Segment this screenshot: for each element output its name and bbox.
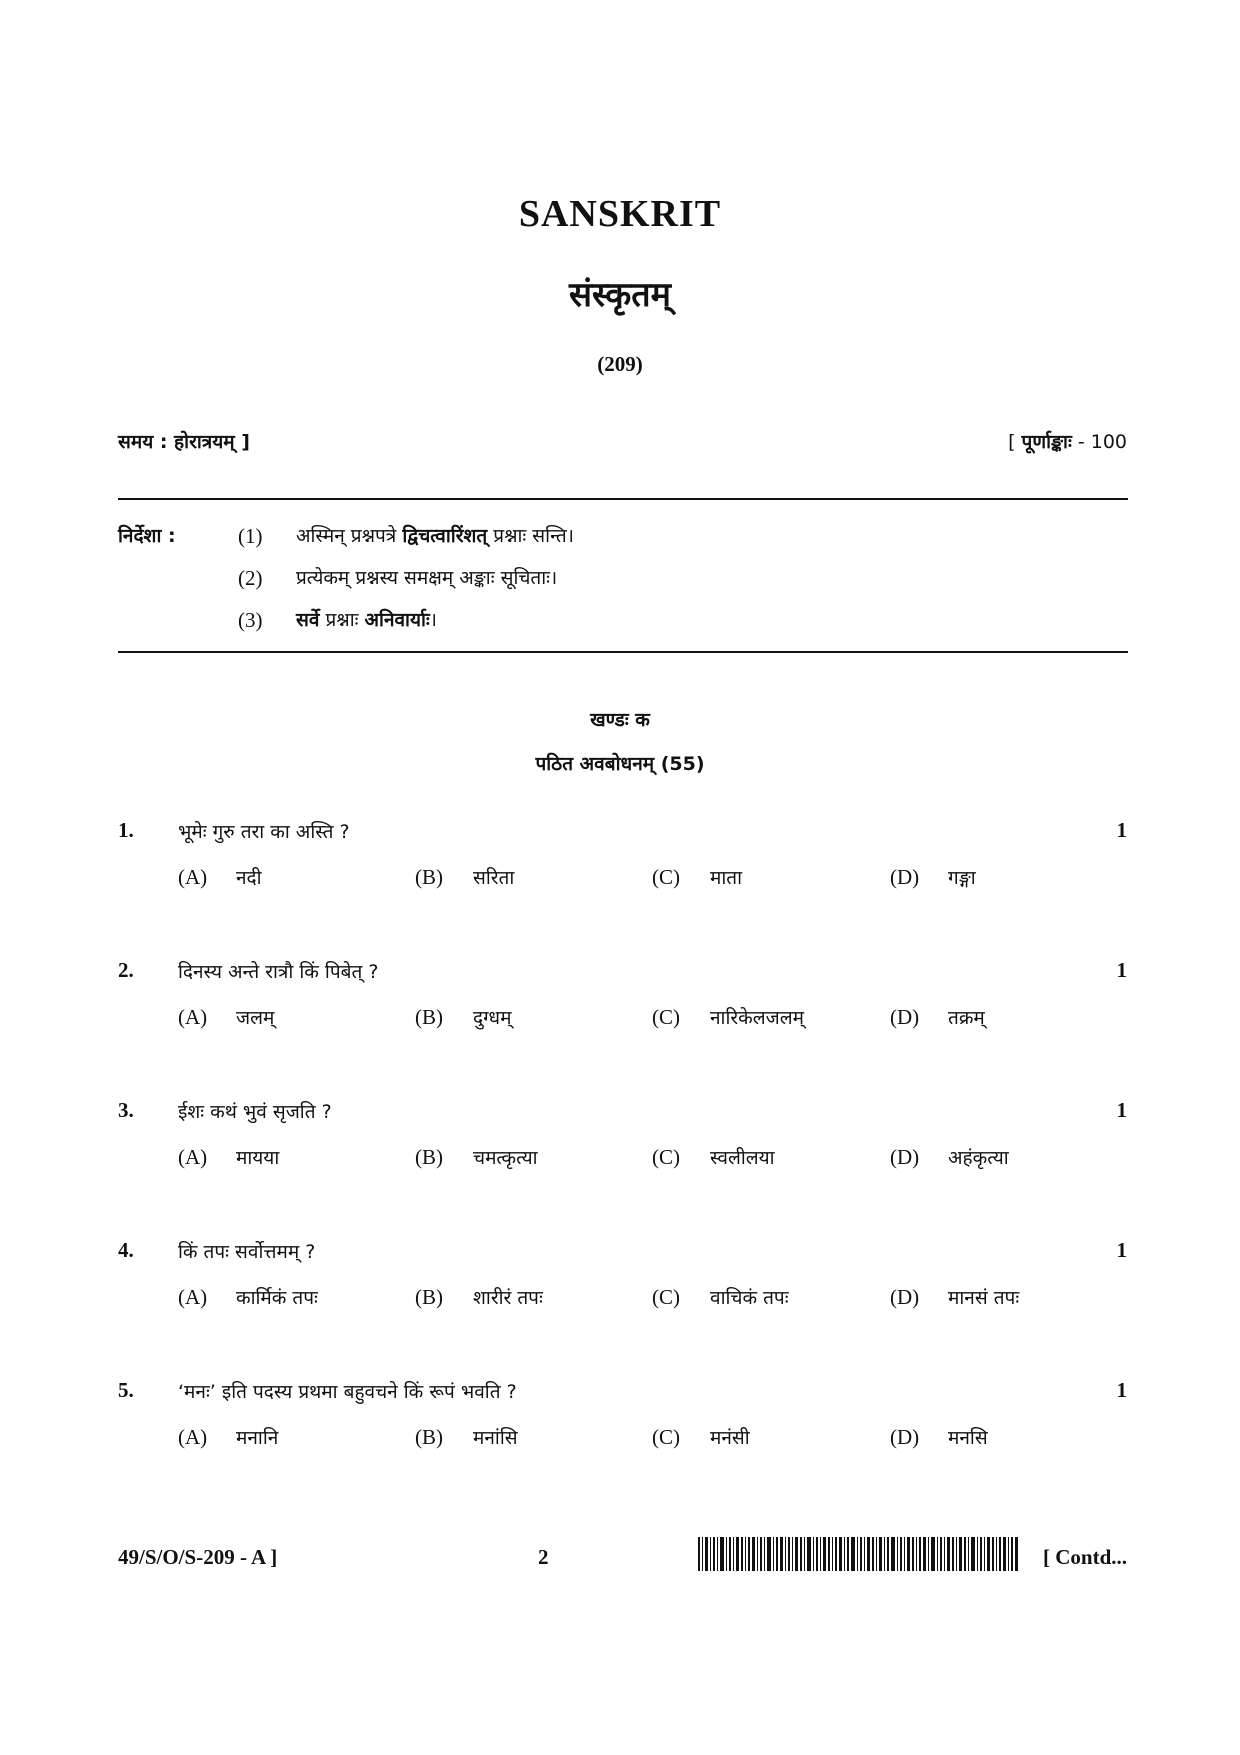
option-c xyxy=(652,1424,750,1450)
option-b xyxy=(415,864,514,890)
option-d xyxy=(890,1004,985,1030)
marks-value: - 100 xyxy=(1071,431,1127,453)
instruction-bold: सर्वे xyxy=(296,609,320,631)
option-letter: (B) xyxy=(415,1005,443,1029)
instruction-post: प्रश्नाः xyxy=(319,609,365,631)
question-item xyxy=(0,1098,1240,1208)
option-b xyxy=(415,1284,543,1310)
option-text: शारीरं तपः xyxy=(473,1287,543,1309)
question-item xyxy=(0,958,1240,1068)
top-divider xyxy=(118,498,1128,500)
instruction-bold: अनिवार्याः xyxy=(364,609,430,631)
option-c xyxy=(652,1144,775,1170)
title-sanskrit: संस्कृतम् xyxy=(568,275,672,315)
question-marks: 1 xyxy=(1116,1238,1127,1262)
instruction-bold: द्विचत्वारिंशत् xyxy=(402,525,488,547)
option-letter: (B) xyxy=(415,865,443,889)
instruction-post: । xyxy=(429,609,437,631)
instruction-number: (1) xyxy=(238,524,263,548)
question-marks: 1 xyxy=(1116,958,1127,982)
option-text: सरिता xyxy=(473,867,515,889)
continued-label: [ Contd... xyxy=(1042,1545,1127,1569)
bottom-divider xyxy=(118,651,1128,653)
option-text: तक्रम् xyxy=(948,1007,985,1029)
question-item xyxy=(0,1378,1240,1488)
question-text: ईशः कथं भुवं सृजति ? xyxy=(178,1101,332,1123)
option-letter: (C) xyxy=(652,1145,680,1169)
question-number: 2. xyxy=(118,958,134,982)
option-text: चमत्कृत्या xyxy=(473,1147,538,1169)
question-marks: 1 xyxy=(1116,818,1127,842)
option-text: कार्मिकं तपः xyxy=(236,1287,318,1309)
question-item xyxy=(0,818,1240,928)
question-marks: 1 xyxy=(1116,1378,1127,1402)
question-text: ‘मनः’ इति पदस्य प्रथमा बहुवचने किं रूपं भवति ? xyxy=(178,1381,517,1403)
option-a xyxy=(178,1144,279,1170)
option-letter: (B) xyxy=(415,1145,443,1169)
option-b xyxy=(415,1144,538,1170)
option-text: स्वलीलया xyxy=(710,1147,775,1169)
section-title: खण्डः क xyxy=(590,709,650,731)
option-letter: (B) xyxy=(415,1285,443,1309)
option-d xyxy=(890,1284,1019,1310)
maximum-marks xyxy=(1008,428,1127,454)
option-text: माता xyxy=(710,867,743,889)
instruction-number: (2) xyxy=(238,566,263,590)
marks-label: पूर्णाङ्काः xyxy=(1021,431,1072,453)
question-marks: 1 xyxy=(1116,1098,1127,1122)
option-text: अहंकृत्या xyxy=(948,1147,1009,1169)
question-number: 1. xyxy=(118,818,134,842)
option-letter: (A) xyxy=(178,1005,208,1029)
option-text: मानसं तपः xyxy=(948,1287,1020,1309)
option-text: मनंसी xyxy=(710,1427,750,1449)
option-d xyxy=(890,1144,1009,1170)
option-text: जलम् xyxy=(236,1007,275,1029)
option-letter: (D) xyxy=(890,1425,920,1449)
option-letter: (C) xyxy=(652,1005,680,1029)
option-b xyxy=(415,1004,511,1030)
option-b xyxy=(415,1424,518,1450)
option-letter: (A) xyxy=(178,865,208,889)
question-text: दिनस्य अन्ते रात्रौ किं पिबेत् ? xyxy=(178,961,379,983)
section-subtitle: पठित अवबोधनम् (55) xyxy=(535,753,705,775)
instruction-post: प्रश्नाः सन्ति। xyxy=(487,525,574,547)
option-c xyxy=(652,1004,804,1030)
marks-bracket: [ xyxy=(1008,431,1022,453)
option-letter: (B) xyxy=(415,1425,443,1449)
page-number: 2 xyxy=(538,1545,549,1569)
barcode xyxy=(698,1537,1018,1571)
question-text: भूमेः गुरु तरा का अस्ति ? xyxy=(178,821,350,843)
subject-code: (209) xyxy=(597,352,643,376)
option-a xyxy=(178,1004,274,1030)
instruction-text: प्रत्येकम् प्रश्नस्य समक्षम् अङ्काः सूचिताः। xyxy=(296,567,558,589)
option-text: नदी xyxy=(236,867,262,889)
option-letter: (C) xyxy=(652,1425,680,1449)
time-allowed: समय : होरात्रयम् ] xyxy=(118,431,250,453)
option-letter: (D) xyxy=(890,1005,920,1029)
option-text: दुग्धम् xyxy=(473,1007,512,1029)
question-text: किं तपः सर्वोत्तमम् ? xyxy=(178,1241,316,1263)
paper-code: 49/S/O/S-209 - A ] xyxy=(118,1545,278,1569)
option-letter: (A) xyxy=(178,1425,208,1449)
option-text: गङ्गा xyxy=(948,867,976,889)
question-number: 3. xyxy=(118,1098,134,1122)
instructions-label: निर्देशा : xyxy=(118,525,176,547)
option-letter: (A) xyxy=(178,1285,208,1309)
instruction-pre: अस्मिन् प्रश्नपत्रे xyxy=(296,525,403,547)
option-c xyxy=(652,864,742,890)
instruction-text xyxy=(296,522,574,548)
question-item xyxy=(0,1238,1240,1348)
option-letter: (D) xyxy=(890,865,920,889)
option-a xyxy=(178,864,262,890)
option-letter: (D) xyxy=(890,1145,920,1169)
title-english: SANSKRIT xyxy=(518,193,722,235)
option-letter: (D) xyxy=(890,1285,920,1309)
option-letter: (C) xyxy=(652,1285,680,1309)
option-text: मनांसि xyxy=(473,1427,518,1449)
question-number: 4. xyxy=(118,1238,134,1262)
option-a xyxy=(178,1424,278,1450)
question-number: 5. xyxy=(118,1378,134,1402)
option-text: वाचिकं तपः xyxy=(710,1287,789,1309)
option-text: मनसि xyxy=(948,1427,988,1449)
option-letter: (C) xyxy=(652,865,680,889)
option-d xyxy=(890,1424,988,1450)
option-d xyxy=(890,864,976,890)
option-text: नारिकेलजलम् xyxy=(710,1007,804,1029)
instruction-text xyxy=(296,606,437,632)
option-a xyxy=(178,1284,318,1310)
option-c xyxy=(652,1284,789,1310)
option-letter: (A) xyxy=(178,1145,208,1169)
instruction-number: (3) xyxy=(238,608,263,632)
option-text: मायया xyxy=(236,1147,280,1169)
option-text: मनानि xyxy=(236,1427,279,1449)
